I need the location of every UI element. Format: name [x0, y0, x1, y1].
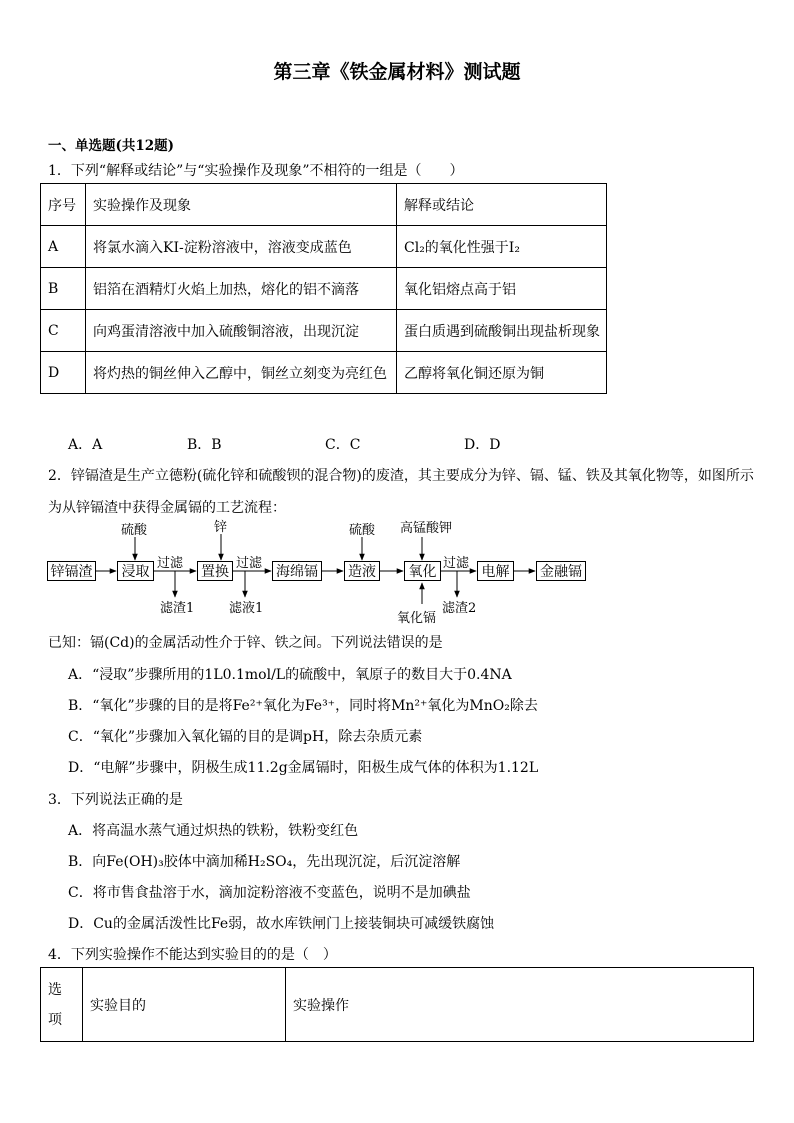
flow-output-label: 滤渣2: [442, 601, 477, 616]
flow-box: 锌镉渣: [47, 561, 96, 581]
flow-filter-label: 过滤: [157, 556, 184, 571]
q3-option-d[interactable]: D．Cu的金属活泼性比Fe弱，故水库铁闸门上接装铜块可减缓铁腐蚀: [68, 916, 495, 932]
flow-output-label: 滤渣1: [160, 601, 195, 616]
table-header: 解释或结论: [397, 184, 607, 226]
flow-input-label: 锌: [214, 520, 228, 535]
flow-input-label: 高锰酸钾: [400, 521, 453, 536]
flow-filter-label: 过滤: [236, 556, 263, 571]
table-header-text: 选项: [48, 981, 62, 1028]
table-header: [41, 968, 83, 1042]
table-cell: D: [41, 352, 86, 394]
flow-box: 浸取: [117, 561, 154, 581]
q2-option-d[interactable]: D．“电解”步骤中，阴极生成11.2g金属镉时，阳极生成气体的体积为1.12L: [68, 760, 539, 776]
table-row: [41, 968, 754, 1042]
q2-stem-line1: 2．锌镉渣是生产立德粉(硫化锌和硫酸钡的混合物)的废渣，其主要成分为锌、镉、锰、铁及其氧化物等，如图所示: [48, 468, 754, 484]
table-cell: A: [41, 226, 86, 268]
flow-box: 置换: [197, 561, 233, 581]
q4-stem: 4．下列实验操作不能达到实验目的的是（ ）: [48, 947, 337, 963]
flow-box: 金融镉: [536, 561, 586, 581]
q3-option-c[interactable]: C．将市售食盐溶于水，滴加淀粉溶液不变蓝色，说明不是加碘盐: [68, 885, 471, 901]
page-title: 第三章《铁金属材料》测试题: [273, 61, 521, 83]
flow-filter-label: 过滤: [443, 556, 470, 571]
table-cell: 向鸡蛋清溶液中加入硫酸铜溶液，出现沉淀: [86, 310, 397, 352]
table-header: 实验操作及现象: [86, 184, 397, 226]
table-cell: Cl₂的氧化性强于I₂: [397, 226, 607, 268]
flow-input-label: 硫酸: [349, 523, 376, 538]
flow-box: 氧化: [404, 561, 441, 581]
table-cell: 乙醇将氧化铜还原为铜: [397, 352, 607, 394]
q1-option-d[interactable]: D．D: [464, 437, 501, 453]
q2-option-b[interactable]: B．“氧化”步骤的目的是将Fe²⁺氧化为Fe³⁺，同时将Mn²⁺氧化为MnO₂除去: [68, 698, 538, 714]
flow-input-label: 氧化镉: [397, 611, 437, 626]
table-cell: 铝箔在酒精灯火焰上加热，熔化的铝不滴落: [86, 268, 397, 310]
table-header: 序号: [41, 184, 86, 226]
flow-input-label: 硫酸: [121, 523, 148, 538]
table-cell: C: [41, 310, 86, 352]
q1-option-c[interactable]: C．C: [325, 437, 361, 453]
flow-output-label: 滤液1: [229, 601, 264, 616]
q2-option-c[interactable]: C．“氧化”步骤加入氧化镉的目的是调pH，除去杂质元素: [68, 729, 423, 745]
table-header: 实验目的: [83, 968, 286, 1042]
q3-option-b[interactable]: B．向Fe(OH)₃胶体中滴加稀H₂SO₄，先出现沉淀，后沉淀溶解: [68, 854, 461, 870]
table-cell: 蛋白质遇到硫酸铜出现盐析现象: [397, 310, 607, 352]
table-cell: 将氯水滴入KI-淀粉溶液中，溶液变成蓝色: [86, 226, 397, 268]
table-cell: 氧化铝熔点高于铝: [397, 268, 607, 310]
q1-stem: 1．下列“解释或结论”与“实验操作及现象”不相符的一组是（ ）: [48, 163, 464, 179]
q2-stem-line2: 为从锌镉渣中获得金属镉的工艺流程：: [48, 500, 286, 516]
flow-box: 电解: [477, 561, 514, 581]
q3-option-a[interactable]: A．将高温水蒸气通过炽热的铁粉，铁粉变红色: [68, 823, 359, 839]
flow-box: 造液: [344, 561, 380, 581]
section-heading: 一、单选题(共12题): [48, 138, 175, 154]
q1-option-b[interactable]: B．B: [187, 437, 222, 453]
q2-option-a[interactable]: A．“浸取”步骤所用的1L0.1mol/L的硫酸中，氧原子的数目大于0.4NA: [68, 667, 512, 683]
q1-option-a[interactable]: A．A: [68, 437, 103, 453]
q2-known: 已知：镉(Cd)的金属活动性介于锌、铁之间。下列说法错误的是: [48, 635, 443, 651]
flow-box: 海绵镉: [272, 561, 322, 581]
table-cell: 将灼热的铜丝伸入乙醇中，铜丝立刻变为亮红色: [86, 352, 397, 394]
table-header: 实验操作: [286, 968, 754, 1042]
q3-stem: 3．下列说法正确的是: [48, 792, 183, 808]
table-cell: B: [41, 268, 86, 310]
q4-table: [40, 967, 754, 1042]
